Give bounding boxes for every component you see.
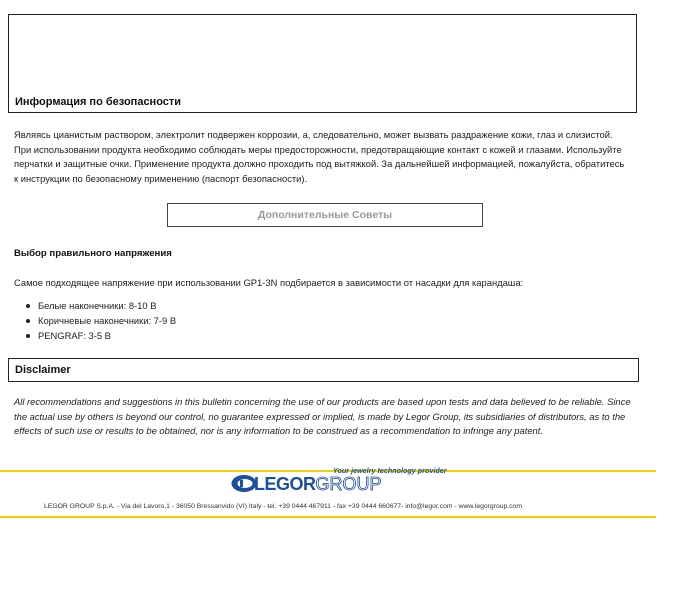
disclaimer-title: Disclaimer [15, 364, 71, 376]
voltage-heading: Выбор правильного напряжения [14, 248, 172, 259]
voltage-item-label: PENGRAF: 3-5 В [38, 330, 111, 341]
bullet-icon [26, 304, 30, 308]
disclaimer-box [8, 358, 639, 382]
safety-info-title: Информация по безопасности [15, 96, 182, 108]
voltage-item-label: Белые наконечники: 8-10 В [38, 300, 157, 311]
additional-tips-label: Дополнительные Советы [257, 209, 393, 221]
bullet-icon [26, 334, 30, 338]
voltage-list-item [14, 328, 176, 343]
logo-wordmark [254, 475, 382, 493]
additional-tips-box [167, 203, 483, 227]
safety-info-box [8, 14, 637, 113]
company-address: LEGOR GROUP S.p.A. - Via del Lavoro,1 - 36050 Bressanvido (VI) Italy - tel. +39 0444 467911 - fax +39 0444 660677- info@legor.com - www.legorgroup.com [44, 503, 523, 510]
voltage-list [14, 298, 176, 343]
safety-info-text: Являясь цианистым раствором, электролит подвержен коррозии, а, следовательно, может вызвать раздражение кожи, глаз и слизистой. При использовании продукта необходимо соблюдать меры предосторожности, предотвращающие контакт с кожей и глазами. Используйте перчатки и защитные очки. Применение продукта должно проходить под вытяжкой. За дальнейшей информацией, пожалуйста, обратитесь к инструкции по безопасному применению (паспорт безопасности). [14, 129, 625, 184]
footer-divider-bottom [0, 516, 656, 518]
logo-tagline: Your jewelry technology provider [333, 466, 447, 475]
bullet-icon [26, 319, 30, 323]
disclaimer-text: All recommendations and suggestions in this bulletin concerning the use of our products are based upon tests and data believed to be reliable. Since the actual use by others is beyond our control, no guarantee expressed or implied, is made by Legor Group, its subsidiaries of distributors, as to the effects of such use or results to be obtained, nor is any information to be construed as a recommendation to infringe any patent. [14, 396, 631, 436]
voltage-list-item [14, 313, 176, 328]
legor-logo [227, 466, 447, 496]
voltage-intro-text: Самое подходящее напряжение при использовании GP1-3N подбирается в зависимости от насадки для карандаша: [14, 277, 524, 288]
logo-secondary: GROUP [315, 474, 382, 494]
voltage-list-item [14, 298, 176, 313]
voltage-item-label: Коричневые наконечники: 7-9 В [38, 315, 177, 326]
logo-primary: LEGOR [254, 474, 316, 494]
